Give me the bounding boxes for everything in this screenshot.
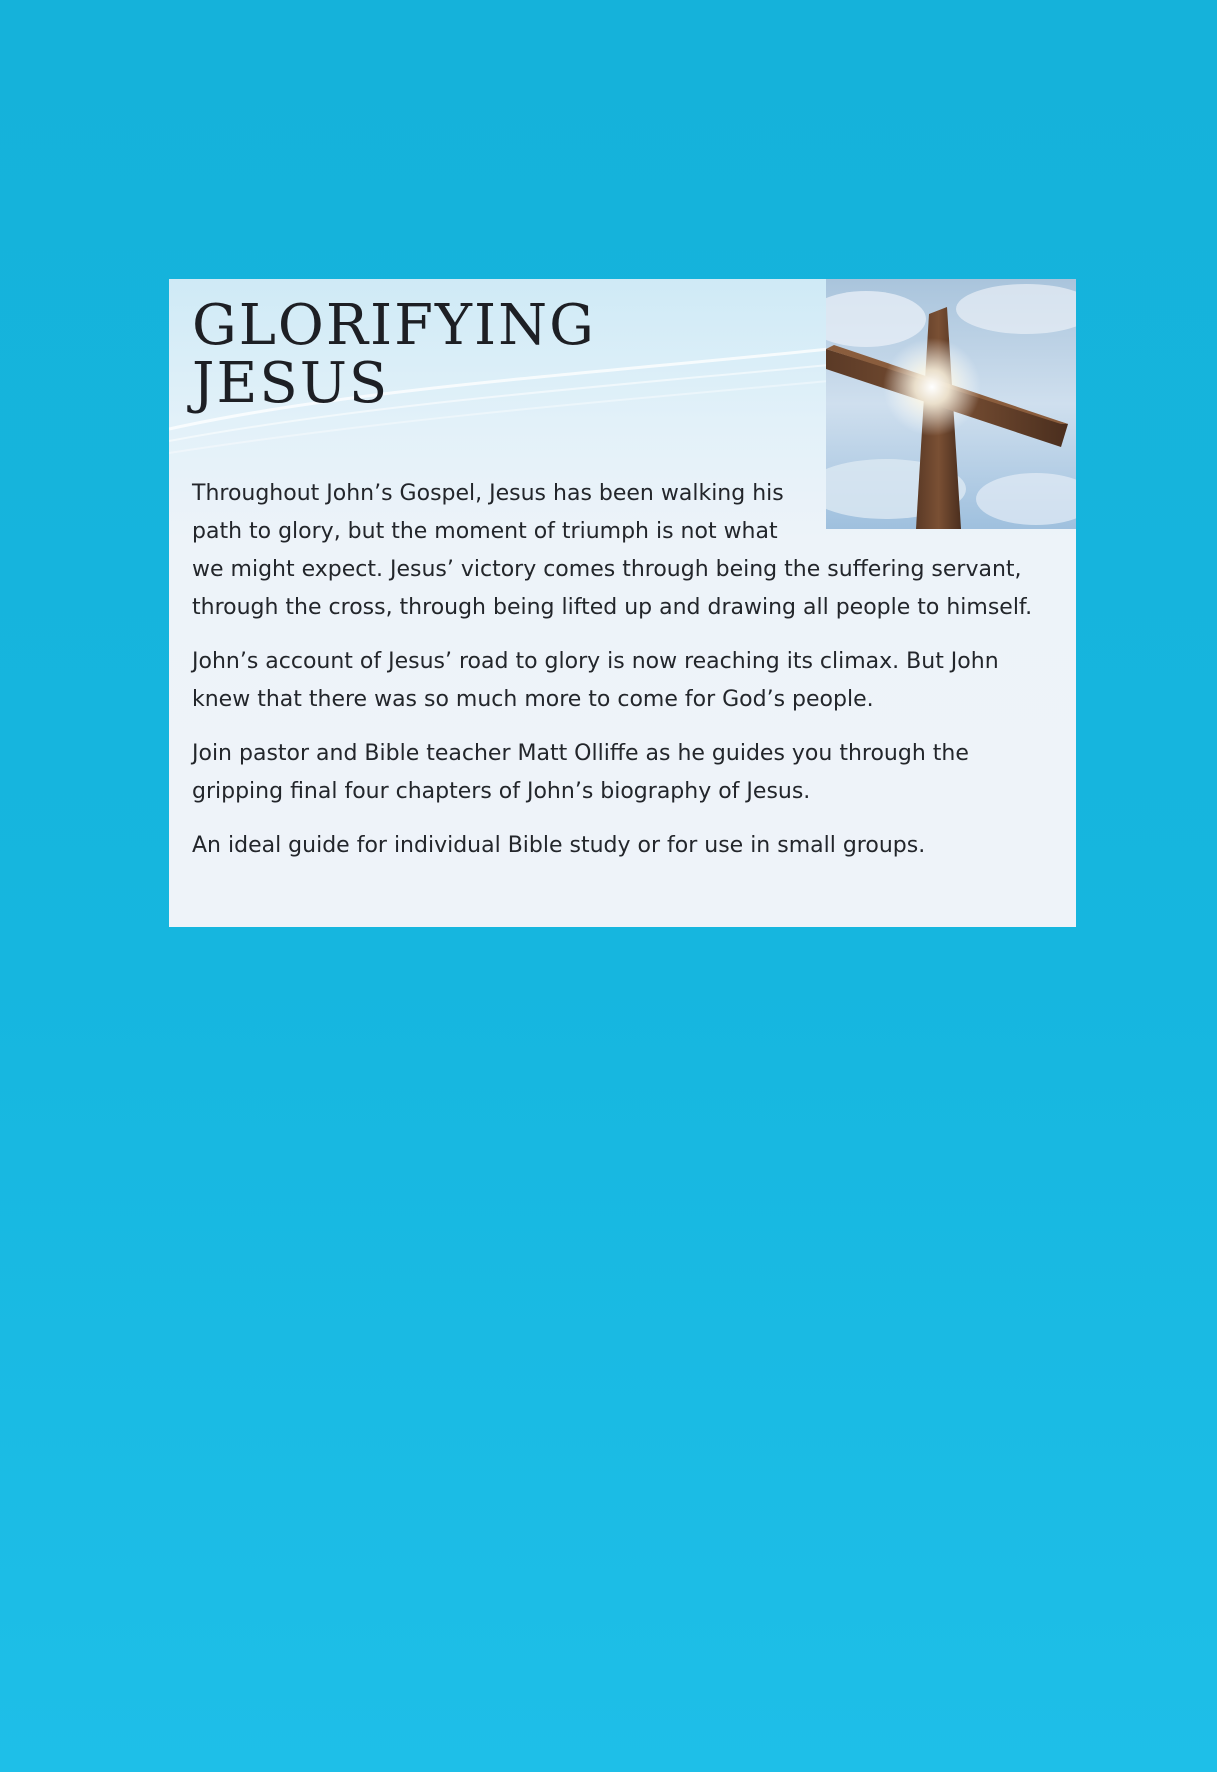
paragraph-3: Join pastor and Bible teacher Matt Olliffe as he guides you through the gripping final four chapters of John’s biography of Jesus. <box>192 741 969 804</box>
paragraph-1: Throughout John’s Gospel, Jesus has been walking his path to glory, but the moment of triumph is not what we might expect. Jesus’ victory comes through being the suffering servant, through the cross, through being lifted up and drawing all people to himself. <box>192 481 1033 620</box>
book-title <box>192 293 752 416</box>
title-line-1: GLORIFYING <box>192 293 596 358</box>
paragraph-4: An ideal guide for individual Bible study or for use in small groups. <box>192 833 926 858</box>
paragraph-2: John’s account of Jesus’ road to glory is now reaching its climax. But John knew that there was so much more to come for God’s people. <box>192 649 999 712</box>
description-text <box>192 475 1054 881</box>
description-panel <box>169 279 1076 927</box>
image-wrap-spacer <box>802 475 1054 531</box>
title-line-2: JESUS <box>192 351 390 416</box>
